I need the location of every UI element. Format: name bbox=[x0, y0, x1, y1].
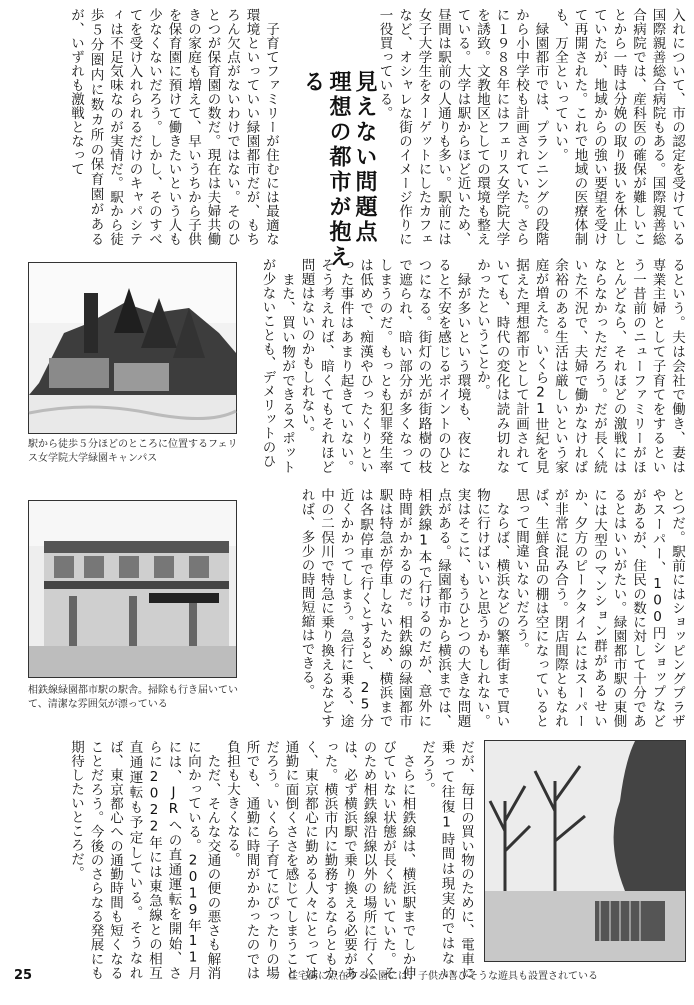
park-photo-caption: 住宅街に点在する公園には、子供が喜びそうな遊具も設置されている bbox=[288, 971, 598, 982]
article-text-top-left: 子育てファミリーが住むには最適な環境といっていい緑園都市だが、もちろん欠点がないわけではない。そのひとつが保育園の数だ。現在は夫婦共働きの家庭も増えて、早いうちから子供を保育園に預けて働きたいという人も少なくないだろう。しかし、そのすべてを受け入れられるだけのキャパシティは不足気味なのが実情だ。駅から徒歩５分圏内に数カ所の保育園があるが、いずれも激戦となって bbox=[68, 8, 279, 246]
article-text-middle-left: とつだ。駅前にはショッピングプラザやスーパー、100円ショップなどがあるが、住民の数に対して十分であるとはいいがたい。緑園都市駅の東側には大型のマンション群があるせいか、夕方のピークタイムにはスーパーが非常に混み合う。閉店間際ともなれば、生鮮食品の棚は空になっていると思って間違いないだろう。 ならば、横浜などの繁華街まで買い物に行けばいいと思うかもしれない。実はそこに、もうひとつの大きな問題点がある。緑園都市から横浜までは、相鉄線1本で行けるのだが、意外に時間がかかるのだ。相鉄線の緑園都市駅は特急が停車しないため、横浜までは各駅停車で行くとすると、25分近くかかってしまう。急行に乗る、途中の二俣川で特急に乗り換えるなどすれば、多少の時間短縮はできる。 bbox=[298, 488, 685, 728]
page-number: 25 bbox=[14, 968, 33, 983]
station-photo-caption: 相鉄線緑園都市駅の駅舎。掃除も行き届いていて、清潔な雰囲気が漂っている bbox=[28, 685, 238, 710]
park-photo bbox=[484, 740, 686, 962]
campus-photo-caption: 駅から徒歩５分ほどのところに位置するフェリス女学院大学緑園キャンパス bbox=[28, 439, 238, 464]
station-photo bbox=[28, 500, 237, 678]
article-text-top-right: 入れについて、市の認定を受けている国際親善総合病院もある。国際親善総合病院では、産科医の確保が難しいことから一時は分娩の取り扱いを休止していたが、地域からの強い要望を受けて再開された。これで地域の医療体制も、万全といっていい。 緑園都市では、プランニングの段階から小中学校も計画されていた。さらに１９８８年にはフェリス女学院大学を誘致。文教地区としての環境も整えている。大学は駅からほど近いため、昼間は駅前の人通りも多い。駅前には女子大学生をターゲットにしたカフェなど、オシャレな街のイメージ作りに一役買っている。 bbox=[376, 8, 685, 246]
article-text-bottom: だが、毎日の買い物のために、電車に乗って往復1時間は現実的ではないだろう。 さらに相鉄線は、横浜駅までしか伸びていない状態が長く続いていた。そのため相鉄線沿線以外の場所に行くには、必ず横浜駅で乗り換える必要があった。横浜市内に勤務するならともかく、東京都心に勤める人々にとっては通勤に面倒くささを感じてしまうことだろう。いくら子育てにぴったりの場所でも、通勤に時間がかかったのでは負担も大きくなる。 ただ、そんな交通の便の悪さも解消に向かっている。2019年11月には、JRへの直通運転を開始、さらに2022年には東急線との相互直通運転も予定している。そうなれば、東京都心への通勤時間も短くなることだろう。今後のさらなる発展にも期待したいところだ。 bbox=[68, 740, 474, 980]
section-heading: 見えない問題点 理想の都市が抱える bbox=[300, 70, 378, 270]
article-text-middle-right: るという。夫は会社で働き、妻は専業主婦として子育てをするという一昔前のニューファミリーがほとんどなら、それほどの激戦にはならなかっただろう。だが長く続いた不況で、夫婦で働かなければ余裕のある生活は厳しいという家庭が増えた。いくら21世紀を見据えた理想都市として計画されていても、時代の変化は読み切れなかったということか。 緑が多いという環境も、夜になると不安を感じるポイントのひとつになる。街灯の光が街路樹の枝で遮られ、暗い部分が多くなってしまうのだ。もっとも犯罪発生率は低めで、痴漢やひったくりといった事件はあまり起きていない。そう考えれば、暗くてもそれほど問題はないのかもしれない。 また、買い物ができるスポットが少ないことも、デメリットのひ bbox=[259, 258, 685, 474]
campus-photo bbox=[28, 262, 237, 434]
